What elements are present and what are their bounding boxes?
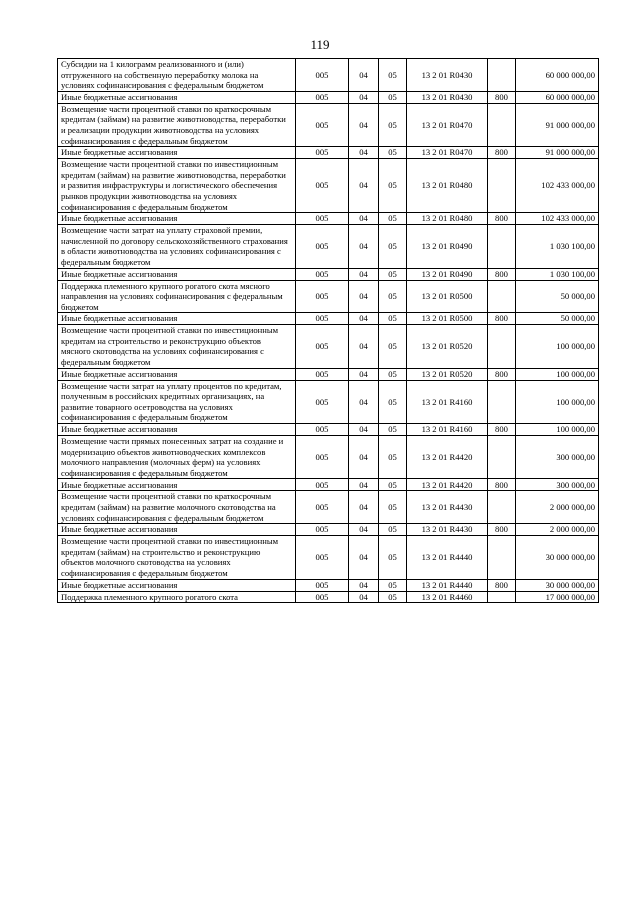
row-name-cell: Возмещение части процентной ставки по краткосрочным кредитам (займам) на развитие молочного скотоводства на условиях софинансирования с федеральным бюджетом [58,491,296,524]
amount-cell: 30 000 000,00 [516,536,599,579]
row-name-cell: Возмещение части процентной ставки по инвестиционным кредитам (займам) на развитие животноводства, переработки и развития инфраструктуры и логистического обеспечения рынков продукции животноводства на условиях софинансирования с федеральным бюджетом [58,159,296,213]
table-row [58,579,599,591]
amount-cell: 100 000,00 [516,380,599,423]
target-article-cell: 13 2 01 R0490 [407,268,488,280]
expense-type-cell [488,536,516,579]
expense-type-cell [488,325,516,368]
table-row [58,368,599,380]
subsection-code-cell: 05 [379,368,407,380]
grbs-code-cell: 005 [296,280,349,313]
subsection-code-cell: 05 [379,268,407,280]
expense-type-cell [488,103,516,146]
grbs-code-cell: 005 [296,313,349,325]
target-article-cell: 13 2 01 R4160 [407,380,488,423]
table-row [58,59,599,92]
amount-cell: 102 433 000,00 [516,213,599,225]
amount-cell: 1 030 100,00 [516,225,599,268]
grbs-code-cell: 005 [296,325,349,368]
grbs-code-cell: 005 [296,159,349,213]
target-article-cell: 13 2 01 R0480 [407,213,488,225]
grbs-code-cell: 005 [296,225,349,268]
target-article-cell: 13 2 01 R4460 [407,591,488,603]
row-name-cell: Возмещение части затрат на уплату страховой премии, начисленной по договору сельскохозяйственного страхования в области животноводства на условиях софинансирования с федеральным бюджетом [58,225,296,268]
subsection-code-cell: 05 [379,436,407,479]
row-name-cell: Иные бюджетные ассигнования [58,268,296,280]
section-code-cell: 04 [349,524,379,536]
expense-type-cell: 800 [488,91,516,103]
expense-type-cell: 800 [488,213,516,225]
table-row [58,91,599,103]
grbs-code-cell: 005 [296,213,349,225]
target-article-cell: 13 2 01 R4420 [407,479,488,491]
amount-cell: 102 433 000,00 [516,159,599,213]
target-article-cell: 13 2 01 R4420 [407,436,488,479]
grbs-code-cell: 005 [296,380,349,423]
grbs-code-cell: 005 [296,91,349,103]
section-code-cell: 04 [349,225,379,268]
row-name-cell: Иные бюджетные ассигнования [58,368,296,380]
page-number: 119 [310,37,330,52]
row-name-cell: Возмещение части процентной ставки по инвестиционным кредитам на строительство и реконструкцию объектов мясного скотоводства на условиях софинансирования с федеральным бюджетом [58,325,296,368]
row-name-cell: Иные бюджетные ассигнования [58,524,296,536]
section-code-cell: 04 [349,313,379,325]
amount-cell: 1 030 100,00 [516,268,599,280]
section-code-cell: 04 [349,479,379,491]
expense-type-cell: 800 [488,313,516,325]
section-code-cell: 04 [349,213,379,225]
target-article-cell: 13 2 01 R4160 [407,424,488,436]
section-code-cell: 04 [349,424,379,436]
expense-type-cell: 800 [488,268,516,280]
target-article-cell: 13 2 01 R0520 [407,368,488,380]
table-row [58,313,599,325]
expense-type-cell: 800 [488,479,516,491]
row-name-cell: Иные бюджетные ассигнования [58,424,296,436]
expense-type-cell: 800 [488,368,516,380]
row-name-cell: Поддержка племенного крупного рогатого скота [58,591,296,603]
table-row [58,524,599,536]
table-body [58,59,599,603]
expense-type-cell [488,225,516,268]
table-row [58,147,599,159]
table-row [58,536,599,579]
subsection-code-cell: 05 [379,147,407,159]
row-name-cell: Иные бюджетные ассигнования [58,91,296,103]
subsection-code-cell: 05 [379,524,407,536]
row-name-cell: Возмещение части прямых понесенных затрат на создание и модернизацию объектов животноводческих комплексов молочного направления (молочных ферм) на условиях софинансирования с федеральным бюджетом [58,436,296,479]
target-article-cell: 13 2 01 R0470 [407,147,488,159]
target-article-cell: 13 2 01 R0430 [407,59,488,92]
amount-cell: 17 000 000,00 [516,591,599,603]
expense-type-cell: 800 [488,579,516,591]
target-article-cell: 13 2 01 R0430 [407,91,488,103]
subsection-code-cell: 05 [379,103,407,146]
section-code-cell: 04 [349,280,379,313]
subsection-code-cell: 05 [379,313,407,325]
budget-table [57,58,599,603]
section-code-cell: 04 [349,59,379,92]
section-code-cell: 04 [349,436,379,479]
section-code-cell: 04 [349,579,379,591]
target-article-cell: 13 2 01 R4430 [407,491,488,524]
target-article-cell: 13 2 01 R4440 [407,536,488,579]
expense-type-cell: 800 [488,147,516,159]
table-row [58,591,599,603]
amount-cell: 60 000 000,00 [516,91,599,103]
subsection-code-cell: 05 [379,424,407,436]
table-row [58,380,599,423]
table-row [58,280,599,313]
amount-cell: 100 000,00 [516,424,599,436]
row-name-cell: Возмещение части затрат на уплату процентов по кредитам, полученным в российских кредитных организациях, на развитие товарного осетроводства на условиях софинансирования с федеральным бюджетом [58,380,296,423]
amount-cell: 91 000 000,00 [516,147,599,159]
grbs-code-cell: 005 [296,479,349,491]
target-article-cell: 13 2 01 R0490 [407,225,488,268]
amount-cell: 100 000,00 [516,325,599,368]
row-name-cell: Иные бюджетные ассигнования [58,213,296,225]
subsection-code-cell: 05 [379,280,407,313]
expense-type-cell [488,280,516,313]
target-article-cell: 13 2 01 R0500 [407,313,488,325]
grbs-code-cell: 005 [296,147,349,159]
grbs-code-cell: 005 [296,536,349,579]
section-code-cell: 04 [349,103,379,146]
amount-cell: 91 000 000,00 [516,103,599,146]
target-article-cell: 13 2 01 R0520 [407,325,488,368]
row-name-cell: Иные бюджетные ассигнования [58,479,296,491]
target-article-cell: 13 2 01 R0470 [407,103,488,146]
grbs-code-cell: 005 [296,268,349,280]
table-row [58,424,599,436]
section-code-cell: 04 [349,147,379,159]
table-row [58,479,599,491]
table-row [58,159,599,213]
row-name-cell: Субсидии на 1 килограмм реализованного и (или) отгруженного на собственную переработку молока на условиях софинансирования с федеральным бюджетом [58,59,296,92]
subsection-code-cell: 05 [379,536,407,579]
expense-type-cell [488,59,516,92]
subsection-code-cell: 05 [379,91,407,103]
target-article-cell: 13 2 01 R0480 [407,159,488,213]
expense-type-cell [488,436,516,479]
subsection-code-cell: 05 [379,491,407,524]
amount-cell: 50 000,00 [516,313,599,325]
grbs-code-cell: 005 [296,579,349,591]
expense-type-cell [488,380,516,423]
table-row [58,325,599,368]
amount-cell: 2 000 000,00 [516,491,599,524]
subsection-code-cell: 05 [379,325,407,368]
amount-cell: 60 000 000,00 [516,59,599,92]
amount-cell: 100 000,00 [516,368,599,380]
amount-cell: 50 000,00 [516,280,599,313]
subsection-code-cell: 05 [379,380,407,423]
subsection-code-cell: 05 [379,213,407,225]
section-code-cell: 04 [349,536,379,579]
row-name-cell: Возмещение части процентной ставки по краткосрочным кредитам (займам) на развитие животноводства, переработки и реализации продукции животноводства на условиях софинансирования с федеральным бюджетом [58,103,296,146]
target-article-cell: 13 2 01 R4430 [407,524,488,536]
table-row [58,268,599,280]
grbs-code-cell: 005 [296,103,349,146]
row-name-cell: Поддержка племенного крупного рогатого скота мясного направления на условиях софинансирования с федеральным бюджетом [58,280,296,313]
section-code-cell: 04 [349,380,379,423]
amount-cell: 2 000 000,00 [516,524,599,536]
expense-type-cell [488,159,516,213]
row-name-cell: Иные бюджетные ассигнования [58,147,296,159]
subsection-code-cell: 05 [379,59,407,92]
table-row [58,436,599,479]
row-name-cell: Иные бюджетные ассигнования [58,579,296,591]
expense-type-cell: 800 [488,424,516,436]
amount-cell: 300 000,00 [516,436,599,479]
table-row [58,213,599,225]
section-code-cell: 04 [349,268,379,280]
subsection-code-cell: 05 [379,225,407,268]
table-row [58,491,599,524]
grbs-code-cell: 005 [296,524,349,536]
section-code-cell: 04 [349,491,379,524]
target-article-cell: 13 2 01 R0500 [407,280,488,313]
grbs-code-cell: 005 [296,59,349,92]
subsection-code-cell: 05 [379,579,407,591]
expense-type-cell: 800 [488,524,516,536]
section-code-cell: 04 [349,368,379,380]
subsection-code-cell: 05 [379,159,407,213]
subsection-code-cell: 05 [379,591,407,603]
table-row [58,225,599,268]
amount-cell: 30 000 000,00 [516,579,599,591]
section-code-cell: 04 [349,591,379,603]
grbs-code-cell: 005 [296,591,349,603]
amount-cell: 300 000,00 [516,479,599,491]
grbs-code-cell: 005 [296,491,349,524]
expense-type-cell [488,591,516,603]
expense-type-cell [488,491,516,524]
target-article-cell: 13 2 01 R4440 [407,579,488,591]
row-name-cell: Иные бюджетные ассигнования [58,313,296,325]
section-code-cell: 04 [349,325,379,368]
grbs-code-cell: 005 [296,424,349,436]
section-code-cell: 04 [349,159,379,213]
grbs-code-cell: 005 [296,436,349,479]
section-code-cell: 04 [349,91,379,103]
row-name-cell: Возмещение части процентной ставки по инвестиционным кредитам (займам) на строительство и реконструкцию объектов молочного скотоводства на условиях софинансирования с федеральным бюджетом [58,536,296,579]
subsection-code-cell: 05 [379,479,407,491]
table-row [58,103,599,146]
grbs-code-cell: 005 [296,368,349,380]
